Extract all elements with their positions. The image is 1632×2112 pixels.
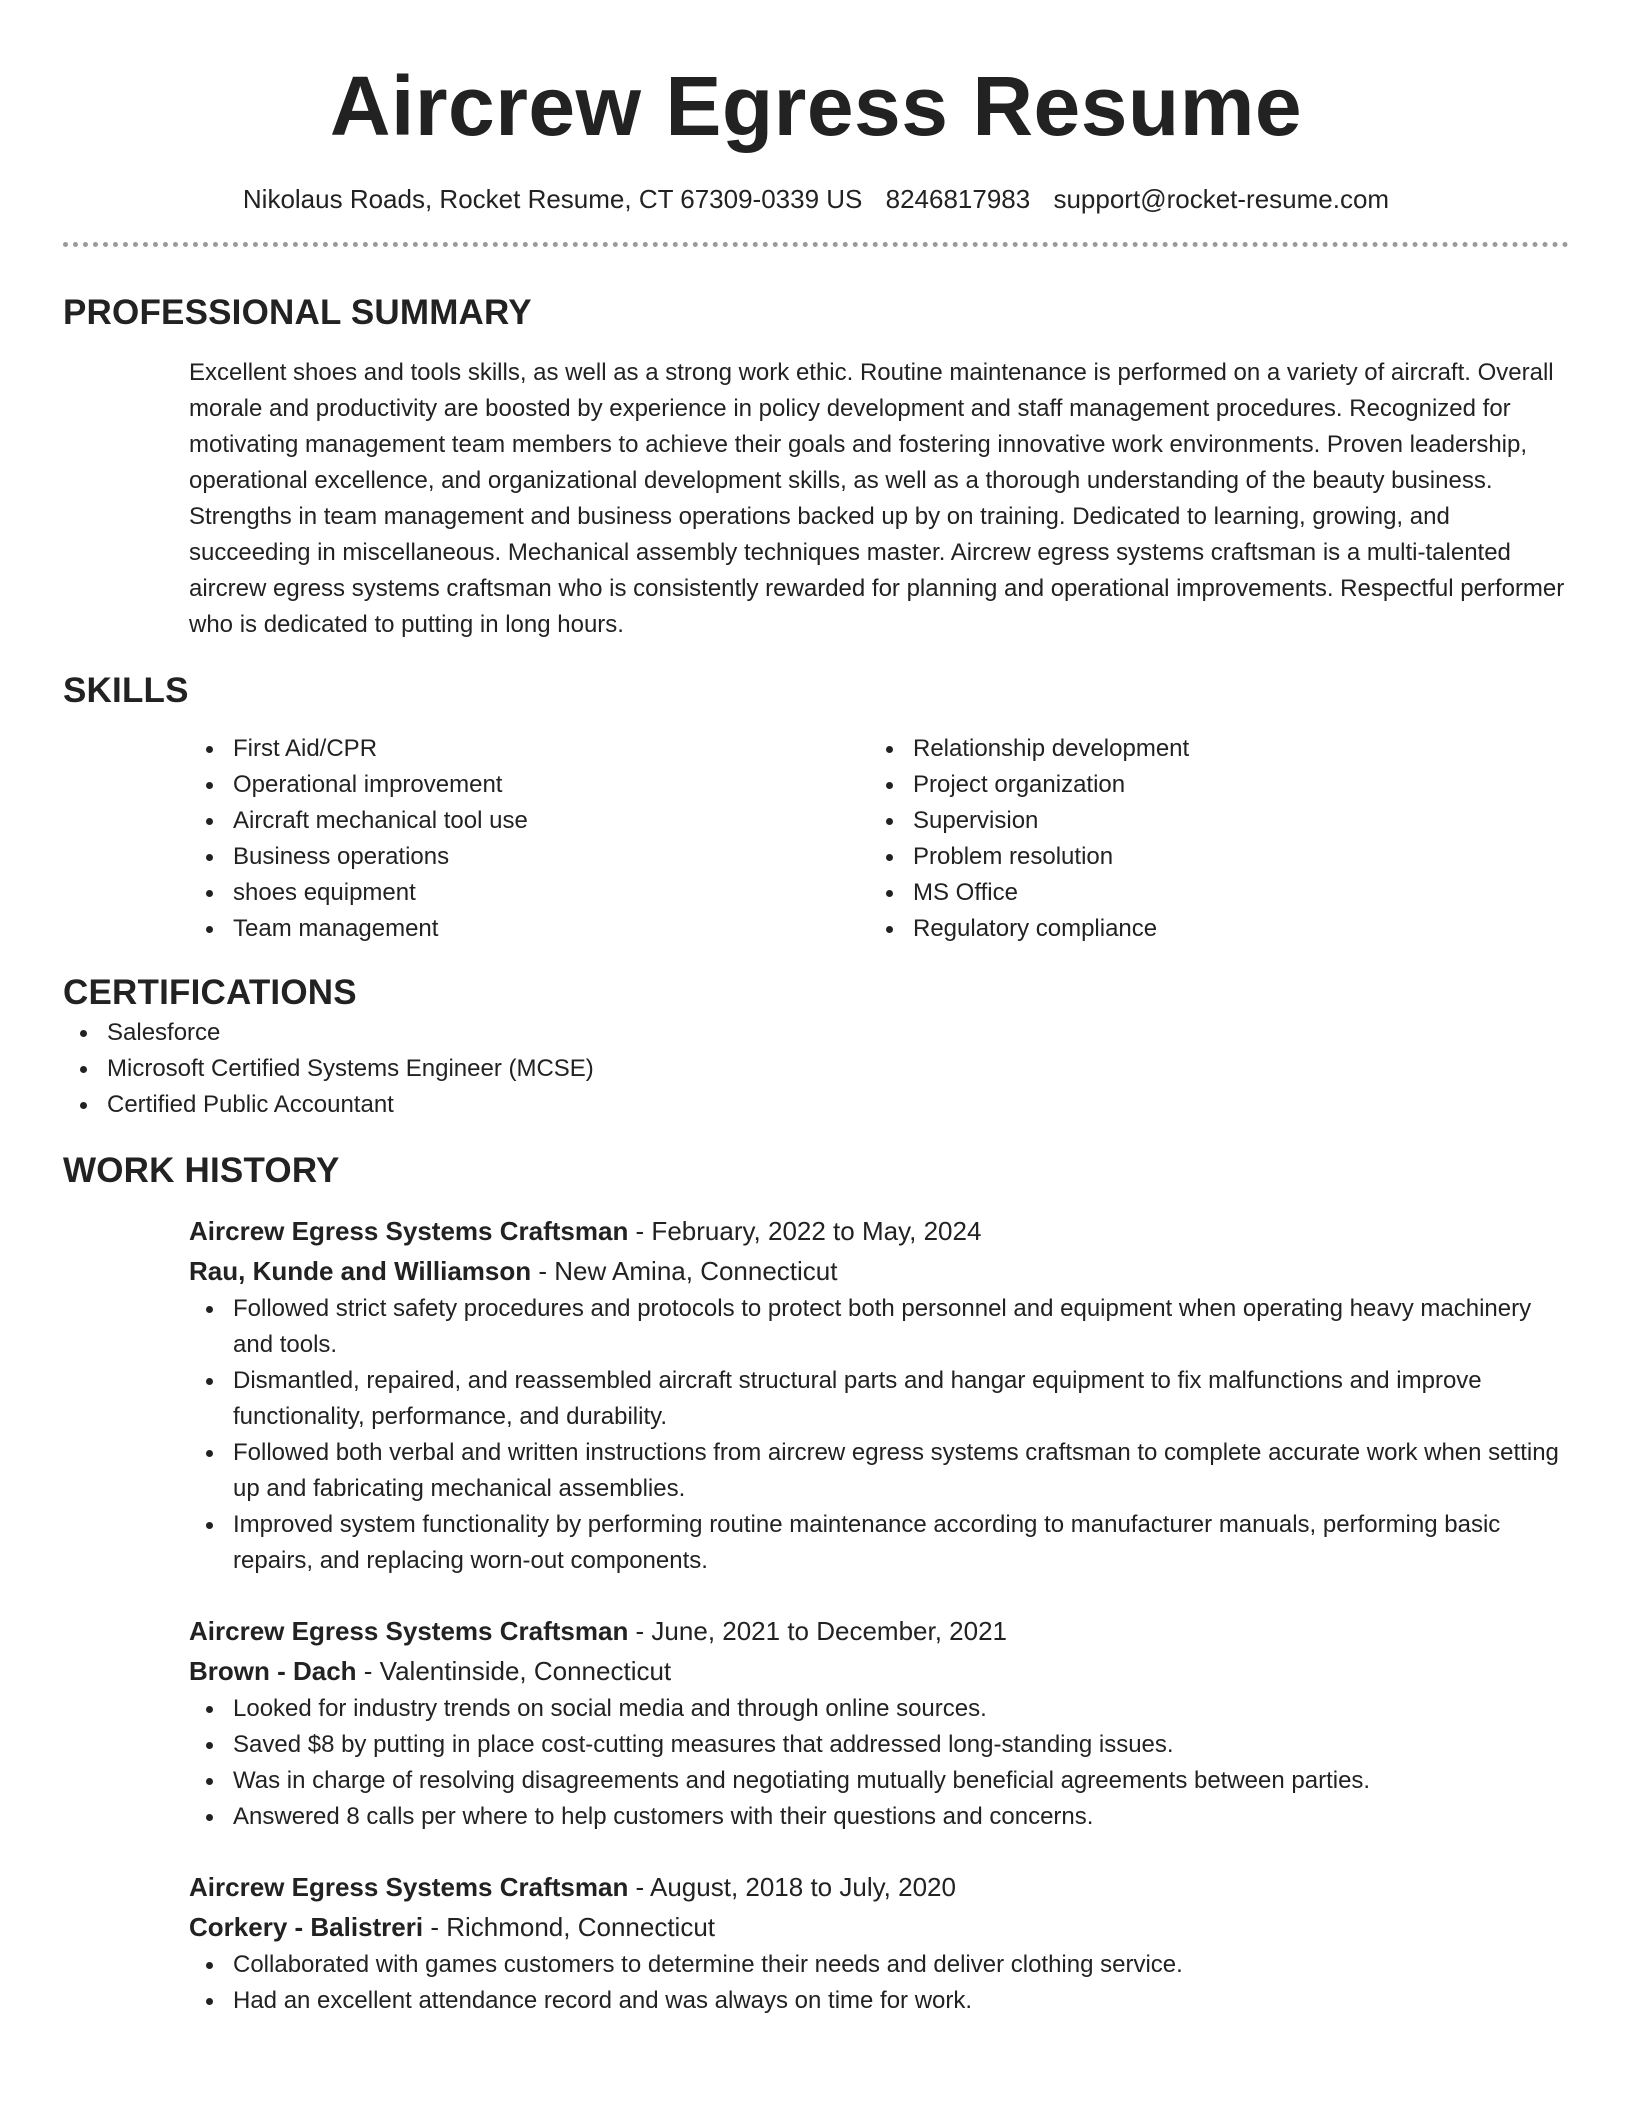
job-location: - New Amina, Connecticut <box>531 1256 838 1286</box>
skill-item: Supervision <box>869 803 1549 839</box>
summary-section <box>63 291 1569 643</box>
summary-heading: PROFESSIONAL SUMMARY <box>63 293 532 332</box>
work-history-section <box>63 1149 1569 2019</box>
job-bullet: Had an excellent attendance record and was always on time for work. <box>189 1983 1569 2019</box>
job-bullet: Was in charge of resolving disagreements and negotiating mutually beneficial agreements between parties. <box>189 1763 1569 1799</box>
job-company-line <box>189 1651 1569 1691</box>
job-bullet: Improved system functionality by performing routine maintenance according to manufacturer manuals, performing basic repairs, and replacing worn-out components. <box>189 1507 1569 1579</box>
job-location: - Richmond, Connecticut <box>423 1912 716 1942</box>
contact-phone: 8246817983 <box>885 184 1031 214</box>
certification-item: Microsoft Certified Systems Engineer (MCSE) <box>63 1051 1569 1087</box>
job-title-line <box>189 1611 1569 1651</box>
contact-address: Nikolaus Roads, Rocket Resume, CT 67309-0339 US <box>242 184 863 214</box>
job-entry <box>189 1611 1569 1835</box>
job-entry <box>189 1867 1569 2019</box>
job-title-line <box>189 1867 1569 1907</box>
certification-item: Salesforce <box>63 1015 1569 1051</box>
job-bullet: Followed strict safety procedures and protocols to protect both personnel and equipment when operating heavy machinery and tools. <box>189 1291 1569 1363</box>
job-bullet: Answered 8 calls per where to help customers with their questions and concerns. <box>189 1799 1569 1835</box>
skills-grid <box>189 731 1569 947</box>
job-dates: - February, 2022 to May, 2024 <box>628 1216 982 1246</box>
skill-item: Project organization <box>869 767 1549 803</box>
job-title: Aircrew Egress Systems Craftsman <box>189 1216 629 1246</box>
job-company: Brown - Dach <box>189 1656 357 1686</box>
skill-item: Aircraft mechanical tool use <box>189 803 869 839</box>
job-bullet: Collaborated with games customers to determine their needs and deliver clothing service. <box>189 1947 1569 1983</box>
certification-item: Certified Public Accountant <box>63 1087 1569 1123</box>
job-bullets <box>189 1291 1569 1579</box>
job-company: Rau, Kunde and Williamson <box>189 1256 532 1286</box>
job-bullet: Saved $8 by putting in place cost-cutting measures that addressed long-standing issues. <box>189 1727 1569 1763</box>
job-title: Aircrew Egress Systems Craftsman <box>189 1616 629 1646</box>
skill-item: Problem resolution <box>869 839 1549 875</box>
certifications-list <box>63 1015 1569 1123</box>
summary-text: Excellent shoes and tools skills, as well as a strong work ethic. Routine maintenance is performed on a variety of aircraft. Overall morale and productivity are boosted by experience in policy development and staff management procedures. Recognized for motivating management team members to achieve their goals and fostering innovative work environments. Proven leadership, operational excellence, and organizational development skills, as well as a thorough understanding of the beauty business. Strengths in team management and business operations backed up by on training. Dedicated to learning, growing, and succeeding in miscellaneous. Mechanical assembly techniques master. Aircrew egress systems craftsman is a multi-talented aircrew egress systems craftsman who is consistently rewarded for planning and operational improvements. Respectful performer who is dedicated to putting in long hours. <box>189 359 1565 638</box>
skills-list-right <box>869 731 1549 947</box>
certifications-heading: CERTIFICATIONS <box>63 973 357 1012</box>
certifications-section <box>63 971 1569 1123</box>
job-bullet: Looked for industry trends on social media and through online sources. <box>189 1691 1569 1727</box>
work-history-heading: WORK HISTORY <box>63 1151 340 1190</box>
skill-item: Business operations <box>189 839 869 875</box>
job-bullet: Dismantled, repaired, and reassembled aircraft structural parts and hangar equipment to fix malfunctions and improve functionality, performance, and durability. <box>189 1363 1569 1435</box>
job-company-line <box>189 1907 1569 1947</box>
skill-item: First Aid/CPR <box>189 731 869 767</box>
skill-item: Operational improvement <box>189 767 869 803</box>
skills-list-left <box>189 731 869 947</box>
skill-item: Relationship development <box>869 731 1549 767</box>
job-bullets <box>189 1947 1569 2019</box>
job-title: Aircrew Egress Systems Craftsman <box>189 1872 629 1902</box>
job-dates: - June, 2021 to December, 2021 <box>628 1616 1008 1646</box>
resume-title: Aircrew Egress Resume <box>329 59 1303 153</box>
contact-line <box>63 182 1569 216</box>
job-bullet: Followed both verbal and written instructions from aircrew egress systems craftsman to complete accurate work when setting up and fabricating mechanical assemblies. <box>189 1435 1569 1507</box>
skills-heading: SKILLS <box>63 671 189 710</box>
contact-email: support@rocket-resume.com <box>1053 184 1390 214</box>
skill-item: MS Office <box>869 875 1549 911</box>
job-entry <box>189 1211 1569 1579</box>
job-bullets <box>189 1691 1569 1835</box>
skill-item: Team management <box>189 911 869 947</box>
job-location: - Valentinside, Connecticut <box>356 1656 672 1686</box>
job-company-line <box>189 1251 1569 1291</box>
skills-section <box>63 669 1569 947</box>
skill-item: Regulatory compliance <box>869 911 1549 947</box>
skill-item: shoes equipment <box>189 875 869 911</box>
job-company: Corkery - Balistreri <box>189 1912 424 1942</box>
header-divider <box>63 242 1569 247</box>
job-dates: - August, 2018 to July, 2020 <box>628 1872 956 1902</box>
job-title-line <box>189 1211 1569 1251</box>
